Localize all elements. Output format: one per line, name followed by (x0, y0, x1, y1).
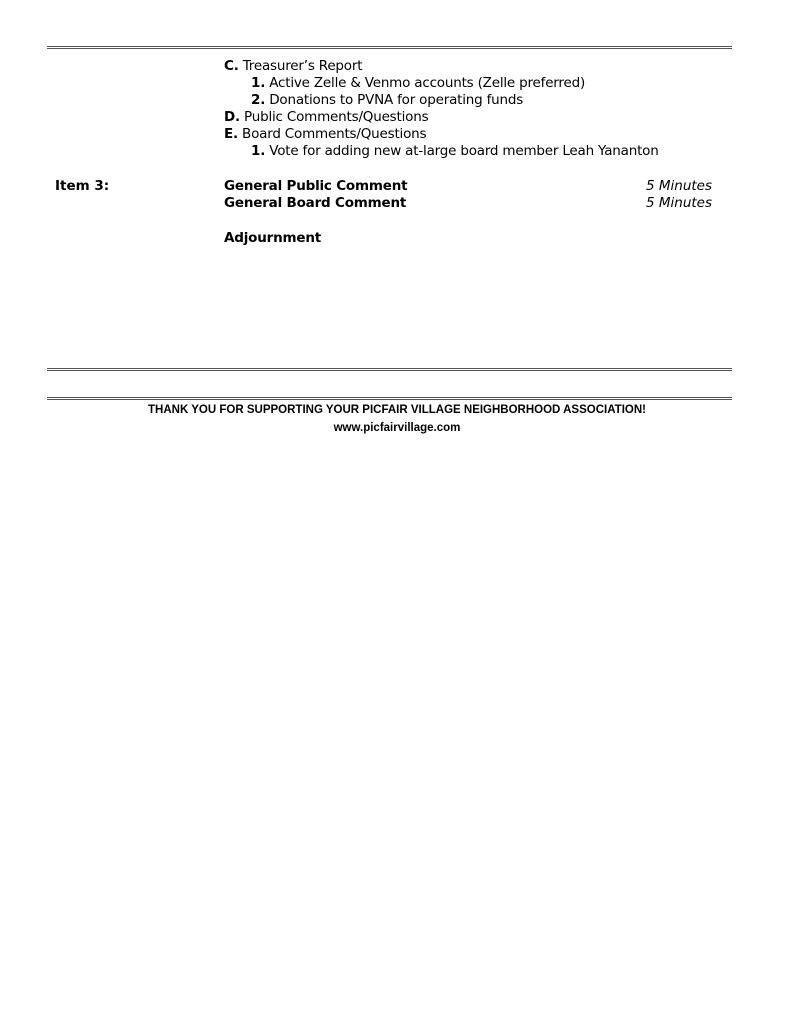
agenda-marker: D. (224, 109, 240, 125)
agenda-marker: 1. (251, 75, 266, 91)
agenda-subitem-vote-board-member (251, 143, 659, 160)
agenda-text: Treasurer’s Report (238, 58, 363, 74)
agenda-item-public-comments (224, 109, 428, 126)
section-divider (47, 368, 732, 371)
agenda-text: Donations to PVNA for operating funds (265, 92, 524, 108)
general-public-comment-title: General Public Comment (224, 178, 408, 194)
agenda-text: Board Comments/Questions (237, 126, 427, 142)
item-3-label: Item 3: (55, 178, 110, 194)
adjournment: Adjournment (224, 230, 321, 246)
agenda-marker: C. (224, 58, 239, 74)
footer-thanks: THANK YOU FOR SUPPORTING YOUR PICFAIR VILLAGE NEIGHBORHOOD ASSOCIATION! (148, 404, 646, 416)
general-board-comment-title: General Board Comment (224, 195, 407, 211)
agenda-marker: E. (224, 126, 238, 142)
agenda-marker: 1. (251, 143, 266, 159)
agenda-item-treasurers-report (224, 58, 362, 75)
agenda-subitem-zelle-venmo (251, 75, 585, 92)
general-board-comment-duration: 5 Minutes (646, 195, 713, 211)
footer-website: www.picfairvillage.com (333, 422, 461, 434)
footer-divider (47, 397, 732, 400)
agenda-item-board-comments (224, 126, 426, 143)
agenda-text: Public Comments/Questions (239, 109, 429, 125)
general-public-comment-duration: 5 Minutes (646, 178, 713, 194)
top-divider (47, 46, 732, 49)
agenda-text: Active Zelle & Venmo accounts (Zelle preferred) (265, 75, 586, 91)
agenda-text: Vote for adding new at-large board member Leah Yananton (265, 143, 659, 159)
agenda-subitem-donations (251, 92, 523, 109)
agenda-marker: 2. (251, 92, 266, 108)
